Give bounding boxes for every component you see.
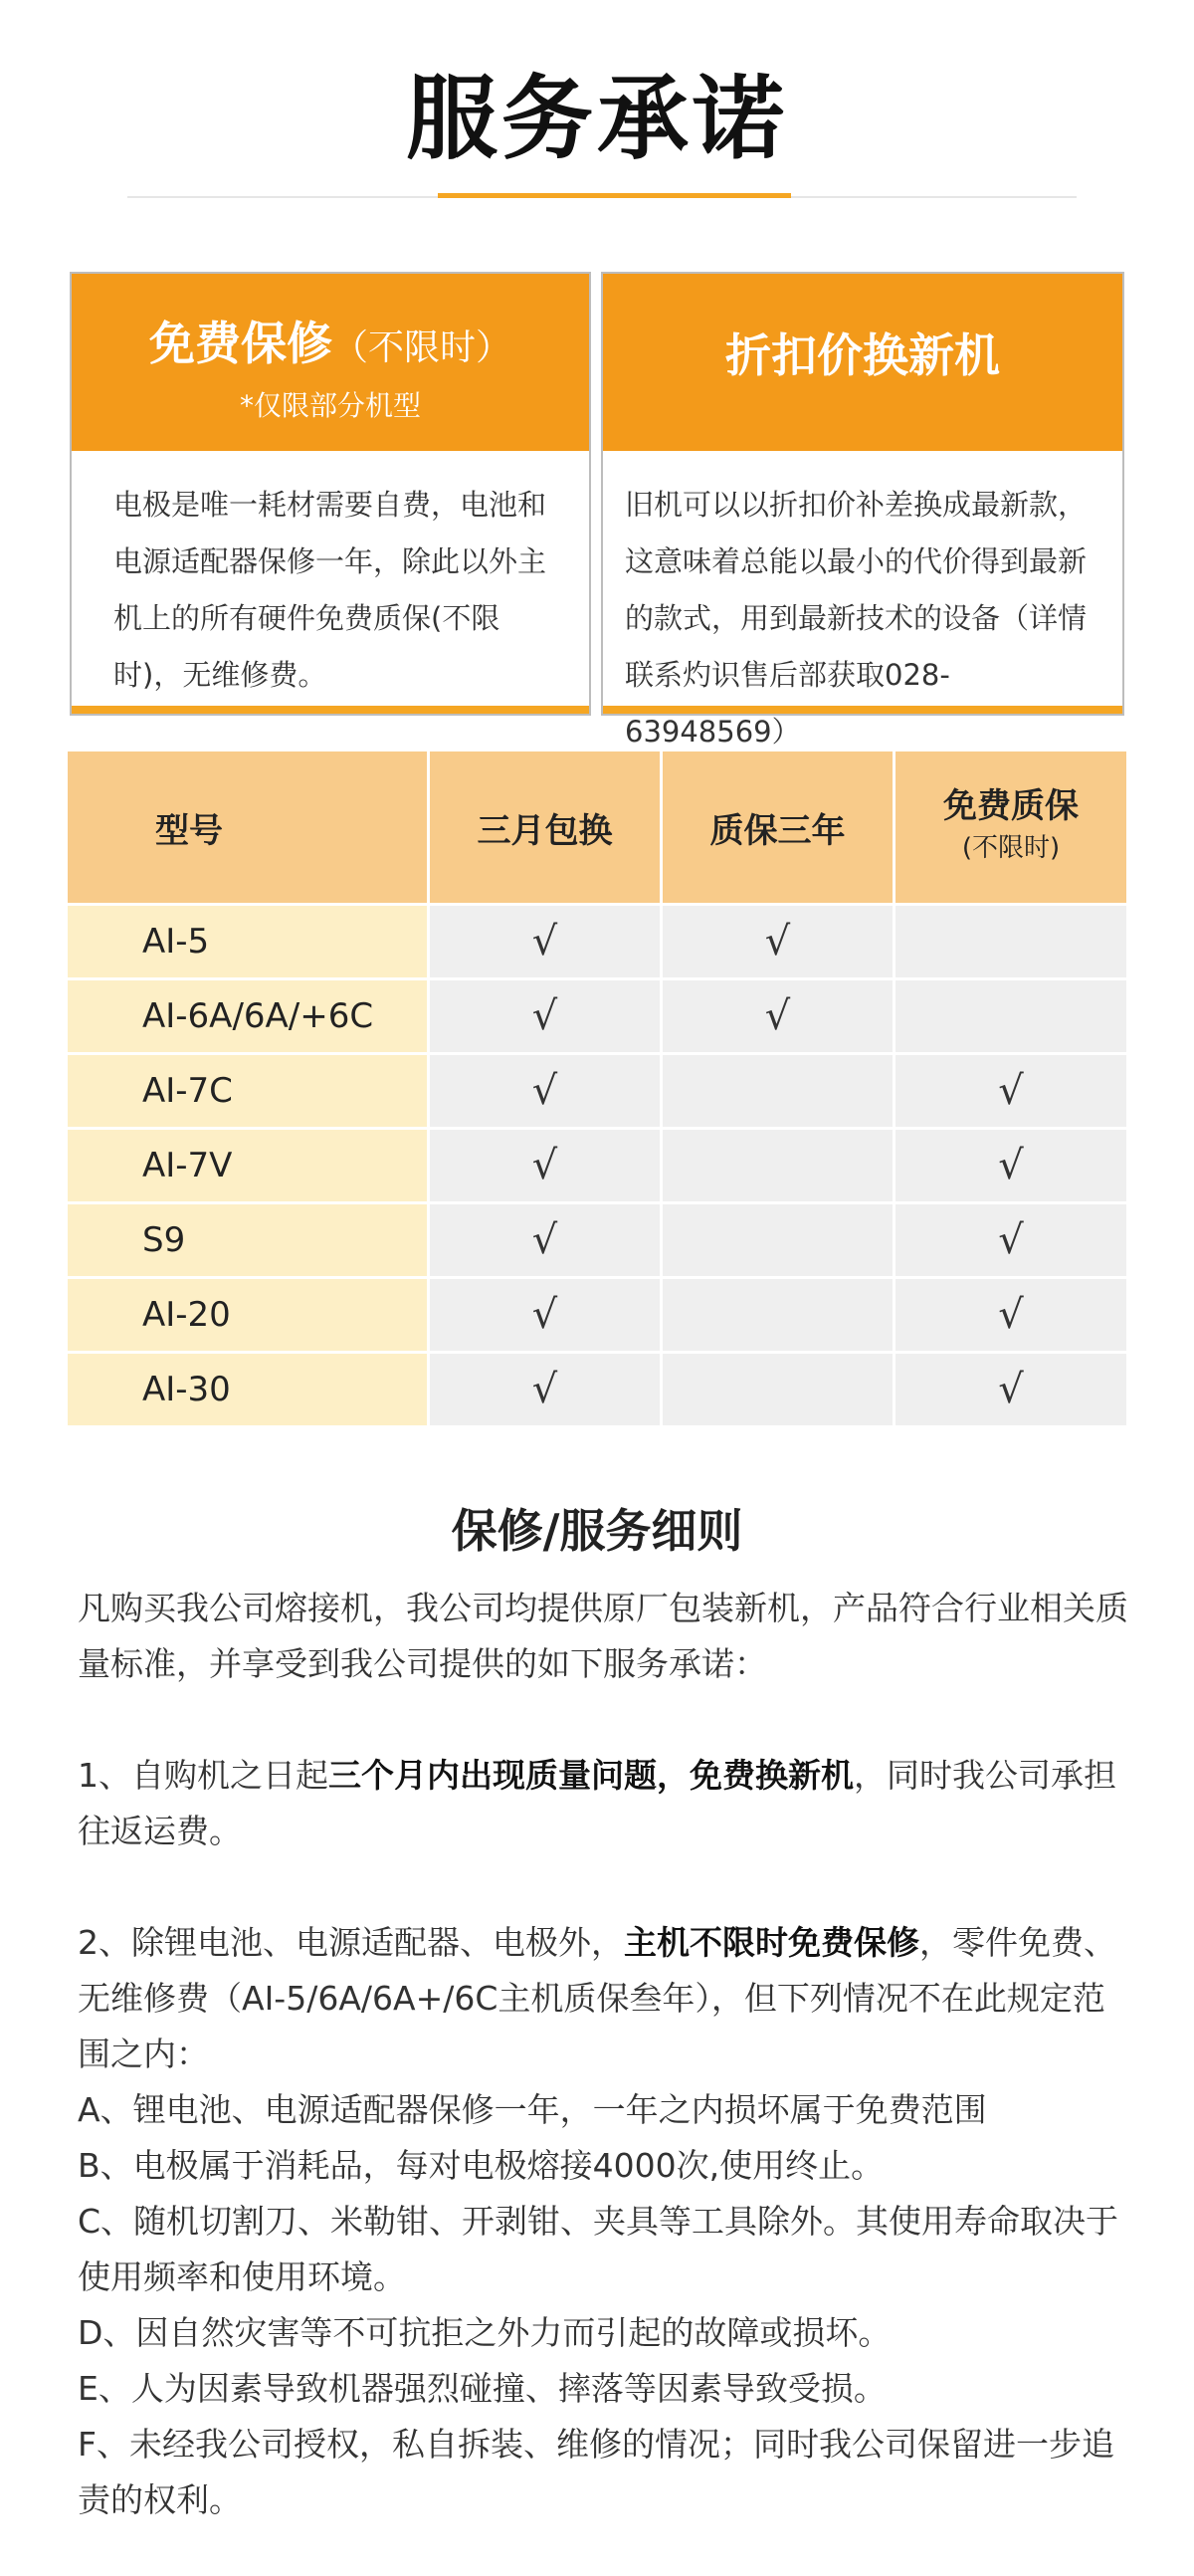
details-title: 保修/服务细则 [451,1504,743,1558]
check-cell: √ [896,1354,1126,1428]
header-three-month-replace: 三月包换 [430,751,663,906]
header-model: 型号 [68,751,430,906]
model-cell: AI-7C [68,1055,430,1130]
check-cell [896,906,1126,980]
free-repair-title-sub: （不限时） [331,327,511,368]
check-cell: √ [430,1055,663,1130]
details-sub-item-e: E、人为因素导致机器强烈碰撞、摔落等因素导致受损。 [78,2369,887,2408]
free-repair-card [70,272,591,716]
check-cell: √ [430,1354,663,1428]
table-row [68,1130,1126,1204]
table-row [68,906,1126,980]
model-cell: AI-20 [68,1279,430,1354]
model-cell: S9 [68,1204,430,1279]
table-header-row [68,751,1126,906]
check-cell: √ [896,1055,1126,1130]
check-cell [896,980,1126,1055]
page-header [0,60,1194,179]
table-row [68,980,1126,1055]
card-accent-bar [72,706,589,714]
details-item-2: 2、除锂电池、电源适配器、电极外，主机不限时免费保修，零件免费、无维修费（AI-5/6A/6A+/6C主机质保叁年），但下列情况不在此规定范围之内： [78,1923,1116,2073]
free-repair-title: 免费保修 [148,317,332,370]
check-cell [663,1354,896,1428]
details-sub-item-f: F、未经我公司授权，私自拆装、维修的情况；同时我公司保留进一步追责的权利。 [78,2425,1114,2519]
header-free-warranty-sub: (不限时) [961,833,1061,863]
table-row [68,1354,1126,1428]
check-cell: √ [430,1130,663,1204]
header-free-warranty [896,751,1126,906]
table-row [68,1055,1126,1130]
details-item-2-emphasis: 主机不限时免费保修 [624,1923,919,1962]
table-row [68,1204,1126,1279]
free-repair-body: 电极是唯一耗材需要自费，电池和电源适配器保修一年，除此以外主机上的所有硬件免费质保(不限时)，无维修费。 [113,488,547,692]
page-title: 服务承诺 [405,66,788,172]
title-accent-bar [438,193,791,198]
details-sub-item-b: B、电极属于消耗品，每对电极熔接4000次,使用终止。 [78,2146,885,2185]
check-cell [663,1055,896,1130]
model-cell: AI-5 [68,906,430,980]
check-cell: √ [663,980,896,1055]
check-cell [663,1279,896,1354]
card-accent-bar [603,706,1122,714]
free-repair-note: *仅限部分机型 [239,389,421,422]
check-cell [663,1130,896,1204]
check-cell: √ [896,1279,1126,1354]
check-cell: √ [430,1204,663,1279]
header-three-year-warranty: 质保三年 [663,751,896,906]
trade-in-card [601,272,1124,749]
check-cell [663,1204,896,1279]
check-cell: √ [663,906,896,980]
check-cell: √ [896,1204,1126,1279]
free-repair-card-header [72,274,589,451]
details-item-1: 1、自购机之日起三个月内出现质量问题，免费换新机，同时我公司承担往返运费。 [78,1756,1116,1850]
check-cell: √ [430,906,663,980]
details-sub-item-a: A、锂电池、电源适配器保修一年，一年之内损坏属于免费范围 [78,2090,987,2129]
details-body [78,1581,1132,2528]
model-cell: AI-7V [68,1130,430,1204]
trade-in-card-header [603,274,1122,451]
trade-in-body: 旧机可以以折扣价补差换成最新款，这意味着总能以最小的代价得到最新的款式，用到最新技术的设备（详情联系灼识售后部获取028-63948569） [625,488,1088,749]
details-sub-item-c: C、随机切割刀、米勒钳、开剥钳、夹具等工具除外。其使用寿命取决于使用频率和使用环境。 [78,2202,1119,2296]
details-sub-item-d: D、因自然灾害等不可抗拒之外力而引起的故障或损坏。 [78,2313,892,2352]
details-intro: 凡购买我公司熔接机，我公司均提供原厂包装新机，产品符合行业相关质量标准，并享受到我公司提供的如下服务承诺： [78,1589,1128,1683]
table-row [68,1279,1126,1354]
trade-in-title: 折扣价换新机 [725,328,1000,382]
header-free-warranty-label: 免费质保 [943,786,1079,826]
warranty-table [68,751,1126,1428]
model-cell: AI-30 [68,1354,430,1428]
details-item-1-emphasis: 三个月内出现质量问题，免费换新机 [328,1756,854,1795]
check-cell: √ [430,980,663,1055]
model-cell: AI-6A/6A/+6C [68,980,430,1055]
check-cell: √ [430,1279,663,1354]
check-cell: √ [896,1130,1126,1204]
